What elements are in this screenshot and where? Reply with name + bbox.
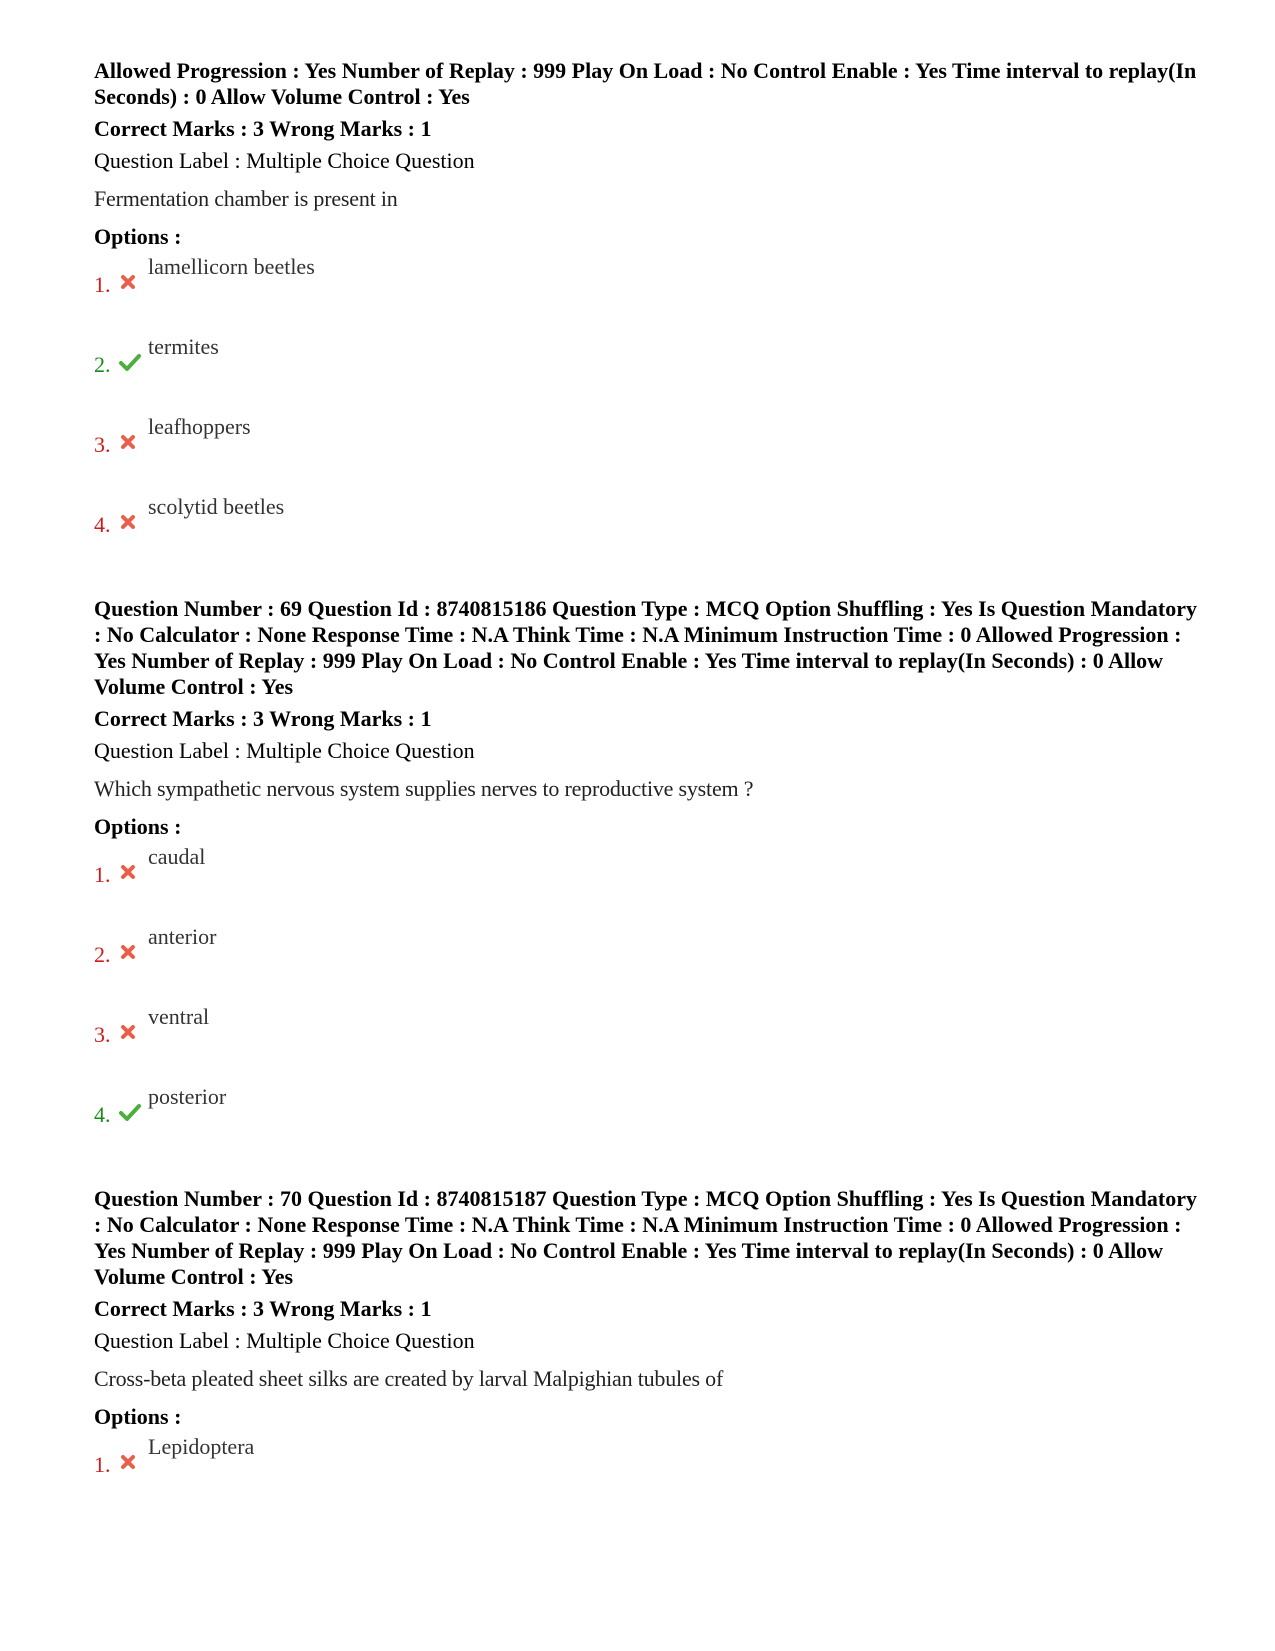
cross-icon [118,512,138,532]
option-number: 2. [94,352,111,377]
option-text: ventral [148,1004,210,1029]
cross-icon [118,432,138,452]
option-text: Lepidoptera [148,1434,255,1459]
check-icon [118,1102,138,1122]
option-item [94,1430,1204,1510]
question-meta: Question Number : 70 Question Id : 8740815187 Question Type : MCQ Option Shuffling : Yes Is Question Mandatory : No Calculator : None Response Time : N.A Think Time : N.A Minimum Instruction Time : 0 Allowed Progression : Yes Number of Replay : 999 Play On Load : No Control Enable : Yes Time interval to replay(In Seconds) : 0 Allow Volume Control : Yes [94,1186,1197,1289]
option-item [94,1080,1204,1160]
marks-line: Correct Marks : 3 Wrong Marks : 1 [94,706,432,731]
option-item [94,840,1204,920]
option-text: lamellicorn beetles [148,254,315,279]
option-number: 1. [94,862,111,887]
option-number: 2. [94,942,111,967]
marks-line: Correct Marks : 3 Wrong Marks : 1 [94,116,432,141]
question-text: Cross-beta pleated sheet silks are created by larval Malpighian tubules of [94,1366,724,1391]
option-text: leafhoppers [148,414,251,439]
option-item [94,250,1204,330]
option-number: 3. [94,1022,111,1047]
question-meta: Allowed Progression : Yes Number of Replay : 999 Play On Load : No Control Enable : Yes Time interval to replay(In Seconds) : 0 Allow Volume Control : Yes [94,58,1197,109]
option-text: anterior [148,924,217,949]
option-number: 4. [94,512,111,537]
option-text: scolytid beetles [148,494,285,519]
option-item [94,330,1204,410]
option-item [94,1000,1204,1080]
question-label: Question Label : Multiple Choice Question [94,148,475,173]
cross-icon [118,1022,138,1042]
check-icon [118,352,138,372]
options-heading: Options : [94,1404,182,1429]
cross-icon [118,1452,138,1472]
option-text: termites [148,334,219,359]
option-item [94,490,1204,570]
option-item [94,410,1204,490]
cross-icon [118,272,138,292]
cross-icon [118,942,138,962]
document-page [94,58,1204,1510]
option-number: 1. [94,272,111,297]
marks-line: Correct Marks : 3 Wrong Marks : 1 [94,1296,432,1321]
option-number: 3. [94,432,111,457]
question-label: Question Label : Multiple Choice Question [94,738,475,763]
cross-icon [118,862,138,882]
option-number: 4. [94,1102,111,1127]
option-text: posterior [148,1084,227,1109]
question-text: Which sympathetic nervous system supplies nerves to reproductive system ? [94,776,754,801]
question-block [94,1186,1204,1510]
options-heading: Options : [94,224,182,249]
question-meta: Question Number : 69 Question Id : 8740815186 Question Type : MCQ Option Shuffling : Yes Is Question Mandatory : No Calculator : None Response Time : N.A Think Time : N.A Minimum Instruction Time : 0 Allowed Progression : Yes Number of Replay : 999 Play On Load : No Control Enable : Yes Time interval to replay(In Seconds) : 0 Allow Volume Control : Yes [94,596,1197,699]
options-heading: Options : [94,814,182,839]
option-item [94,920,1204,1000]
question-label: Question Label : Multiple Choice Question [94,1328,475,1353]
question-block [94,58,1204,570]
option-number: 1. [94,1452,111,1477]
question-text: Fermentation chamber is present in [94,186,398,211]
question-block [94,596,1204,1160]
option-text: caudal [148,844,206,869]
